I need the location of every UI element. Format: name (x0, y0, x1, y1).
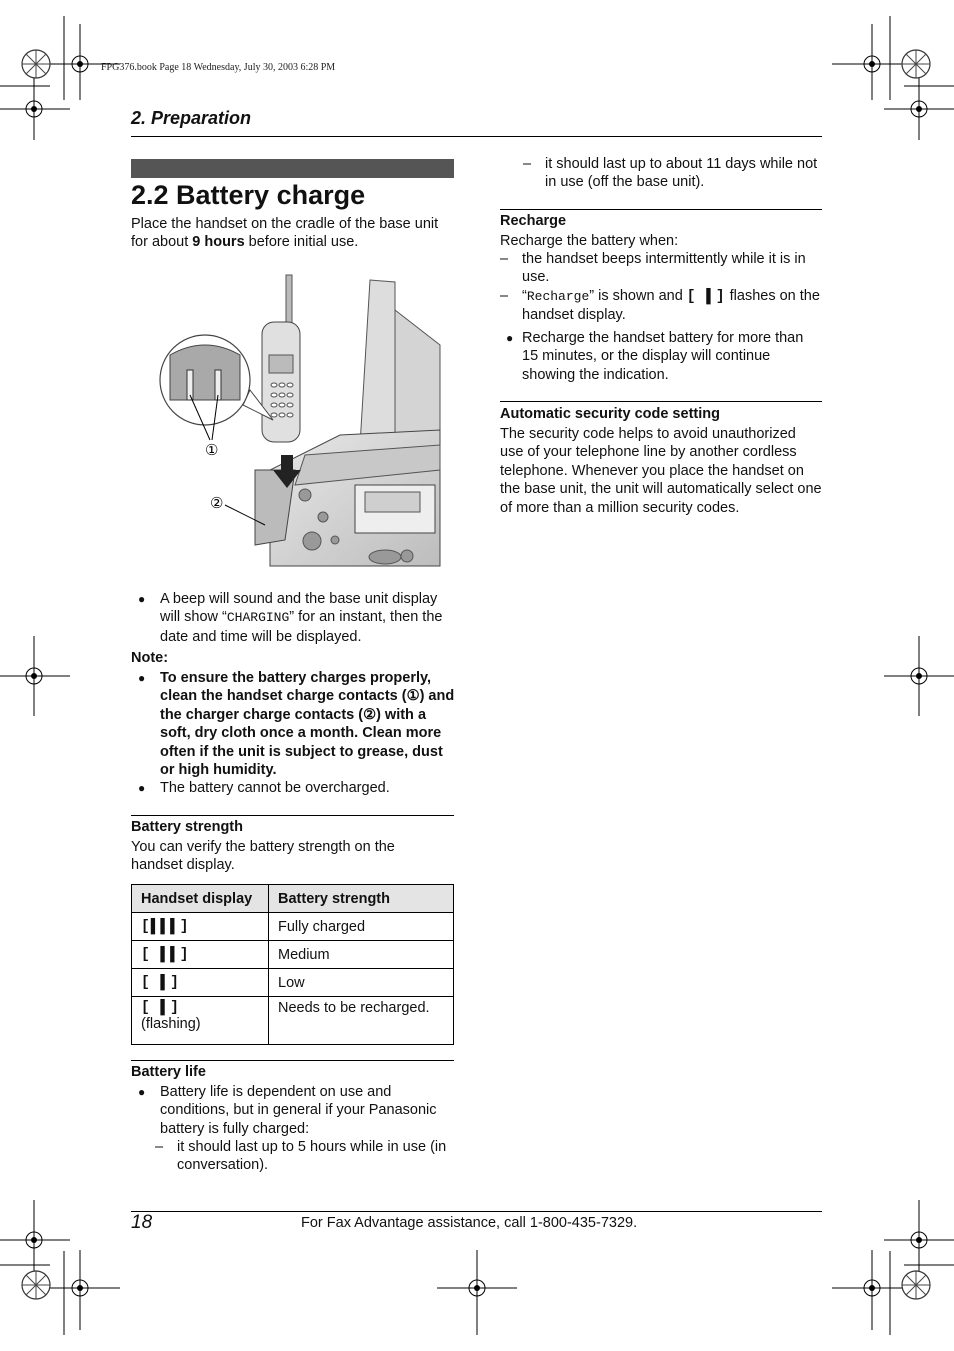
battery-icon-low: [ ▌] (132, 969, 269, 997)
battery-icon-flashing: [ ▌] (141, 1000, 180, 1016)
page-number: 18 (131, 1212, 153, 1233)
battery-life-bullet: ● Battery life is dependent on use and conditions, but in general if your Panasonic battery is fully charged: (138, 1084, 437, 1137)
battery-life-dash-2: – it should last up to about 11 days while not in use (off the base unit). (523, 156, 818, 191)
battery-icon-flashing: [ ▌] (686, 289, 726, 305)
table-row: [ ▌] (flashing) Needs to be recharged. (132, 997, 454, 1045)
table-row: [▌▌▌] Fully charged (132, 913, 454, 941)
battery-strength-text: You can verify the battery strength on the handset display. (131, 839, 395, 874)
col-battery-strength: Battery strength (269, 885, 454, 913)
security-heading: Automatic security code setting (500, 406, 720, 422)
recharge-text: Recharge the battery when: (500, 233, 679, 249)
recharge-heading: Recharge (500, 213, 567, 229)
print-header: FPG376.book Page 18 Wednesday, July 30, 2003 6:28 PM (101, 62, 336, 73)
note-label: Note: (131, 650, 169, 666)
title-bar (131, 159, 454, 178)
intro-paragraph: Place the handset on the cradle of the base unit for about 9 hours before initial use. (131, 216, 439, 251)
section-header: 2. Preparation (131, 108, 252, 128)
battery-life-dash-1: – it should last up to 5 hours while in use (in conversation). (155, 1139, 447, 1174)
recharge-dash-1: – the handset beeps intermittently while it is in use. (500, 251, 806, 286)
recharge-dash-2: – “Recharge” is shown and [ ▌] flashes on the handset display. (500, 288, 820, 324)
battery-strength-table (131, 884, 454, 1045)
note-bullet-overcharge: ● The battery cannot be overcharged. (138, 780, 390, 796)
page-title: 2.2 Battery charge (131, 180, 366, 210)
table-row: [ ▌] Low (132, 969, 454, 997)
table-header-row (132, 885, 454, 913)
bullet-dot: ● (138, 592, 146, 606)
security-text: The security code helps to avoid unauthorized use of your telephone line by another cordless telephone. Whenever you place the handset on the base unit, the unit will automatically select one of more than a million security codes. (500, 426, 822, 516)
battery-icon-medium: [ ▌▌] (132, 941, 269, 969)
col-handset-display: Handset display (132, 885, 269, 913)
footer-rule (131, 1211, 822, 1212)
table-row: [ ▌▌] Medium (132, 941, 454, 969)
security-rule (500, 401, 822, 402)
battery-strength-heading: Battery strength (131, 819, 243, 835)
footer-assistance: For Fax Advantage assistance, call 1-800-435-7329. (301, 1215, 638, 1231)
beep-bullet: ● A beep will sound and the base unit display will show “CHARGING” for an instant, then the date and time will be displayed. (138, 591, 443, 645)
header-rule (131, 136, 822, 137)
callout-1: ① (205, 442, 219, 459)
note-bullet-bold: ● To ensure the battery charges properly, clean the handset charge contacts (①) and the charger charge contacts (②) with a soft, dry cloth once a month. Clean more often if the unit is subject to grease, dust or high humidity. (138, 670, 455, 779)
battery-icon-full: [▌▌▌] (132, 913, 269, 941)
callout-2: ② (210, 495, 224, 512)
battery-life-heading: Battery life (131, 1064, 206, 1080)
charging-illustration (155, 270, 445, 570)
battery-strength-rule (131, 815, 454, 816)
recharge-bullet: ● Recharge the handset battery for more than 15 minutes, or the display will continue showing the indication. (506, 330, 804, 383)
battery-life-rule (131, 1060, 454, 1061)
recharge-rule (500, 209, 822, 210)
